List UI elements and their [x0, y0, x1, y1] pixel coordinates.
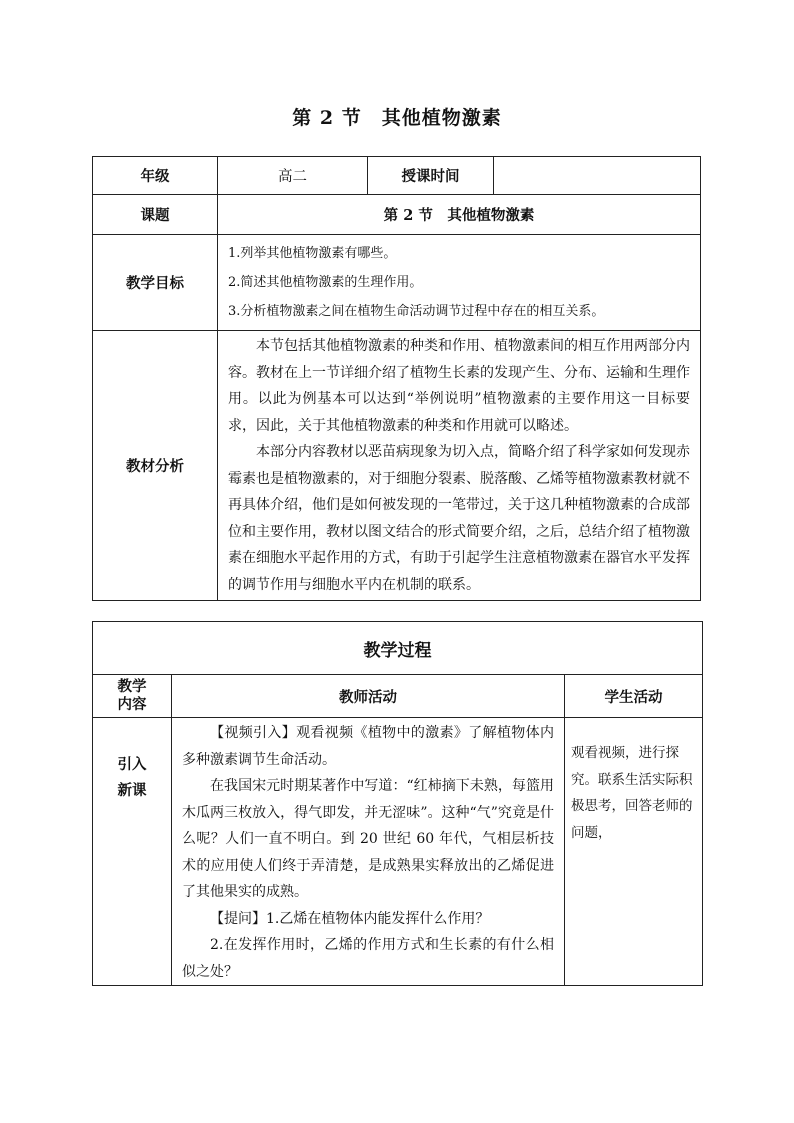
row-label: [93, 718, 172, 986]
teacher-paragraph: 【视频引入】观看视频《植物中的激素》了解植物体内多种激素调节生命活动。: [182, 725, 554, 768]
time-label: 授课时间: [368, 157, 494, 195]
analysis-text: [218, 331, 701, 601]
col-content-header: [93, 675, 172, 718]
col-content-text: 教学内容: [117, 678, 147, 713]
student-activity: 观看视频，进行探究。联系生活实际积极思考，回答老师的问题，: [565, 718, 703, 986]
col-student-header: 学生活动: [565, 675, 703, 718]
row-label-line: 新课: [117, 782, 147, 799]
grade-value: 高二: [218, 157, 368, 195]
goal-item: 3.分析植物激素之间在植物生命活动调节过程中存在的相互关系。: [228, 304, 605, 319]
goal-item: 1.列举其他植物激素有哪些。: [228, 246, 397, 261]
time-value: [494, 157, 701, 195]
goal-item: 2.简述其他植物激素的生理作用。: [228, 275, 423, 290]
teaching-process-table: [92, 621, 703, 986]
goals-list: [218, 235, 701, 331]
goals-label: 教学目标: [93, 235, 218, 331]
row-label-line: 引入: [117, 756, 147, 773]
analysis-paragraph: 本部分内容教材以恶苗病现象为切入点，简略介绍了科学家如何发现赤霉素也是植物激素的，对于细胞分裂素、脱落酸、乙烯等植物激素教材就不再具体介绍，他们是如何被发现的一笔带过，关于这几种植物激素的合成部位和主要作用，教材以图文结合的形式简要介绍，之后，总结介绍了植物激素在细胞水平起作用的方式，有助于引起学生注意植物激素在器官水平发挥的调节作用与细胞水平内在机制的联系。: [228, 444, 690, 593]
teacher-paragraph: 在我国宋元时期某著作中写道：“红柿摘下未熟，每篮用木瓜两三枚放入，得气即发，并无涩味”。这种“气”究竟是什么呢？人们一直不明白。到 20 世纪 60 年代，气相层析技术的应用使人们终于弄清楚，是成熟果实释放出的乙烯促进了其他果实的成熟。: [182, 778, 554, 900]
topic-value: 第 2 节 其他植物激素: [218, 195, 701, 235]
analysis-label: 教材分析: [93, 331, 218, 601]
analysis-paragraph: 本节包括其他植物激素的种类和作用、植物激素间的相互作用两部分内容。教材在上一节详细介绍了植物生长素的发现产生、分布、运输和生理作用。以此为例基本可以达到“举例说明”植物激素的主要作用这一目标要求，因此，关于其他植物激素的种类和作用就可以略述。: [228, 338, 690, 434]
process-header: 教学过程: [93, 622, 703, 675]
teacher-paragraph: 2.在发挥作用时，乙烯的作用方式和生长素的有什么相似之处？: [182, 937, 554, 980]
grade-label: 年级: [93, 157, 218, 195]
teacher-activity: [172, 718, 565, 986]
teacher-paragraph: 【提问】1.乙烯在植物体内能发挥什么作用？: [210, 910, 490, 927]
col-teacher-header: 教师活动: [172, 675, 565, 718]
lesson-info-table: [92, 156, 701, 601]
document-title: 第 2 节 其他植物激素: [292, 107, 502, 129]
topic-label: 课题: [93, 195, 218, 235]
